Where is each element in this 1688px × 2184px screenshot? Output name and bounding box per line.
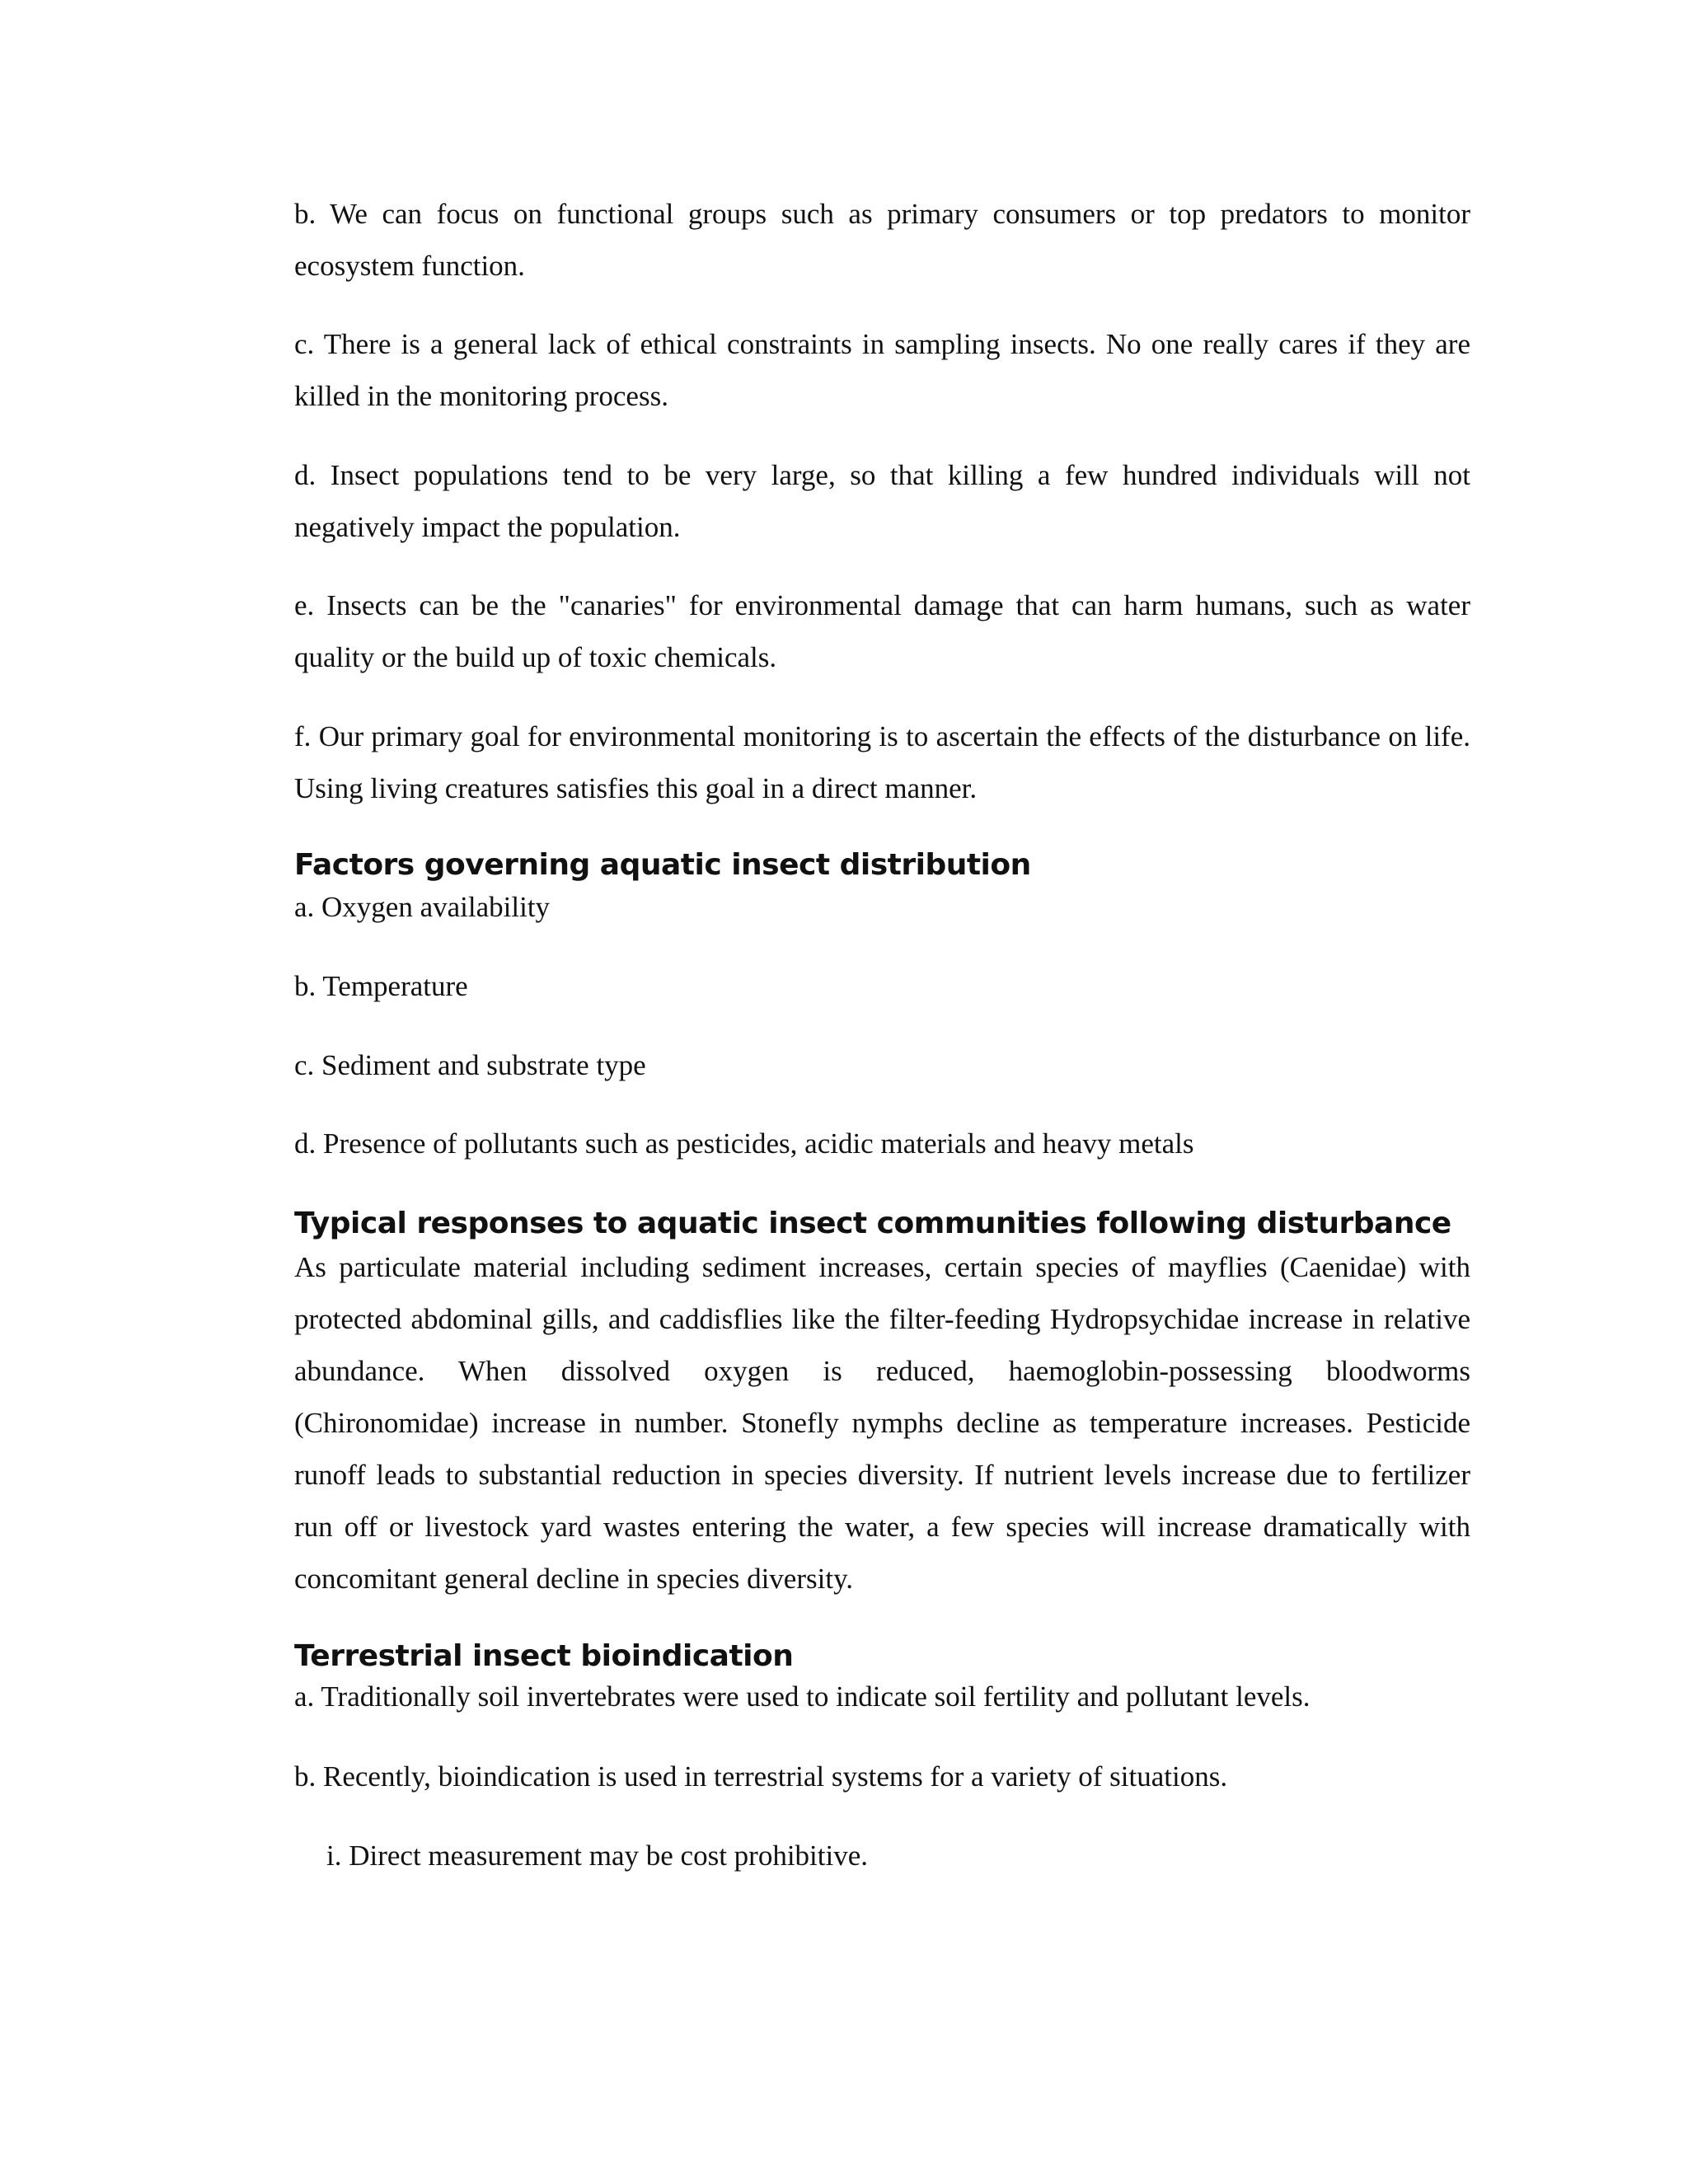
- factor-item-b: b. Temperature: [294, 970, 468, 1002]
- list-item-b: b. We can focus on functional groups such as primary consumers or top predators to monitor ecosystem function.: [294, 198, 1470, 282]
- heading-responses: Typical responses to aquatic insect communities following disturbance: [294, 1207, 1451, 1240]
- list-item-e: e. Insects can be the "canaries" for environmental damage that can harm humans, such as water quality or the build up of toxic chemicals.: [294, 589, 1470, 673]
- responses-paragraph: As particulate material including sediment increases, certain species of mayflies (Caenidae) with protected abdominal gills, and caddisflies like the filter-feeding Hydropsychidae increase in relative abundance. When dissolved oxygen is reduced, haemoglobin-possessing bloodworms (Chironomidae) increase in number. Stonefly nymphs decline as temperature increases. Pesticide runoff leads to substantial reduction in species diversity. If nutrient levels increase due to fertilizer run off or livestock yard wastes entering the water, a few species will increase dramatically with concomitant general decline in species diversity.: [294, 1251, 1470, 1595]
- heading-factors: Factors governing aquatic insect distribution: [294, 848, 1031, 882]
- list-item-d: d. Insect populations tend to be very large, so that killing a few hundred individuals will not negatively impact the population.: [294, 459, 1470, 543]
- terrestrial-item-a: a. Traditionally soil invertebrates were used to indicate soil fertility and pollutant levels.: [294, 1680, 1311, 1713]
- terrestrial-item-b: b. Recently, bioindication is used in terrestrial systems for a variety of situations.: [294, 1760, 1228, 1793]
- heading-terrestrial: Terrestrial insect bioindication: [294, 1639, 794, 1673]
- list-item-f: f. Our primary goal for environmental monitoring is to ascertain the effects of the disturbance on life. Using living creatures satisfies this goal in a direct manner.: [294, 720, 1470, 804]
- factor-item-c: c. Sediment and substrate type: [294, 1049, 646, 1081]
- terrestrial-subitem-i: i. Direct measurement may be cost prohibitive.: [326, 1840, 869, 1872]
- factor-item-d: d. Presence of pollutants such as pesticides, acidic materials and heavy metals: [294, 1127, 1194, 1160]
- factor-item-a: a. Oxygen availability: [294, 891, 551, 923]
- list-item-c: c. There is a general lack of ethical constraints in sampling insects. No one really cares if they are killed in the monitoring process.: [294, 328, 1470, 412]
